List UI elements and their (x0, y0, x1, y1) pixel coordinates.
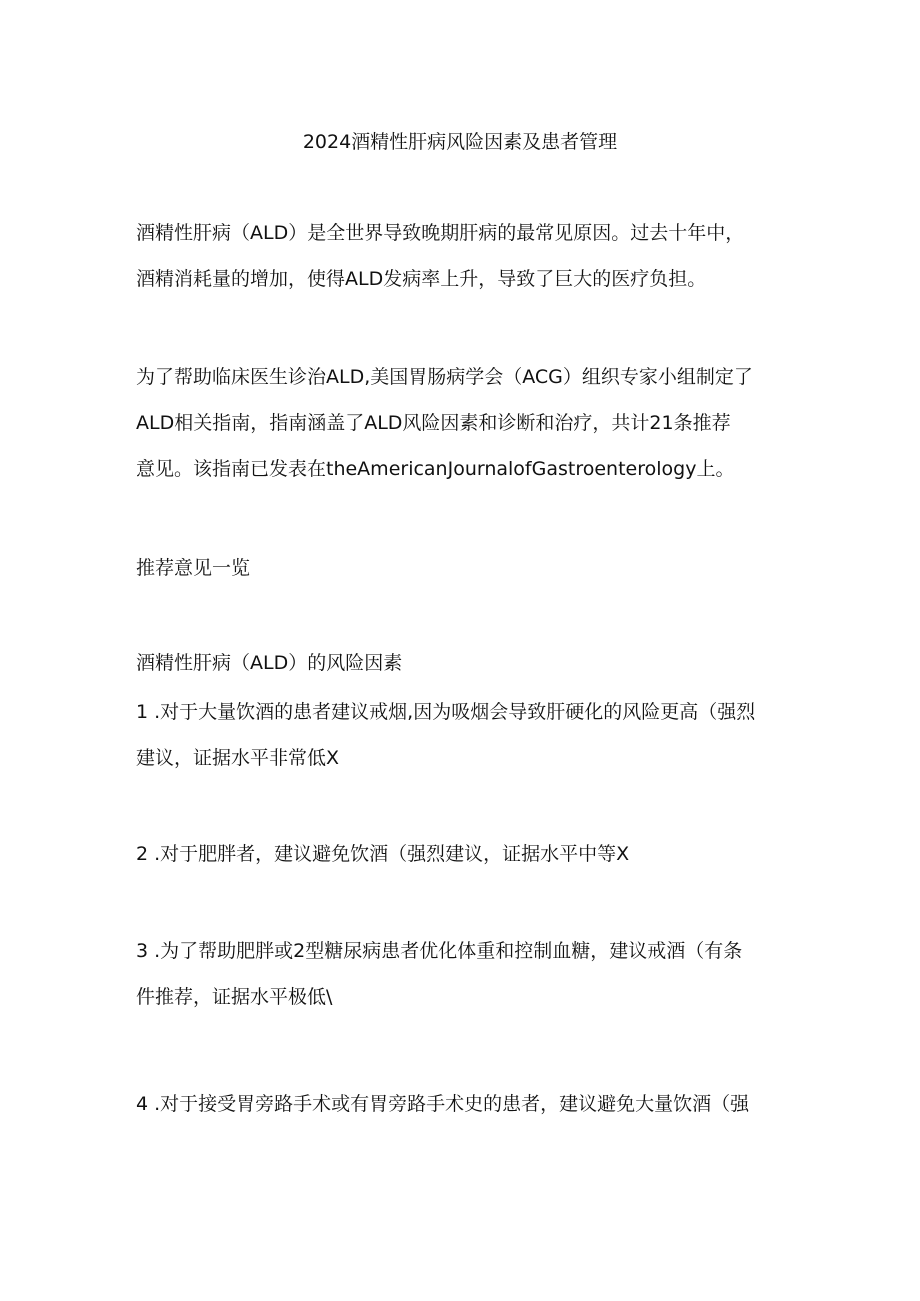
recommendation-line: 3 .为了帮助肥胖或2型糖尿病患者优化体重和控制血糖，建议戒酒（有条 (136, 940, 743, 962)
background-line: 为了帮助临床医生诊治ALD,美国胃肠病学会（ACG）组织专家小组制定了 (136, 366, 753, 388)
intro-line: 酒精性肝病（ALD）是全世界导致晚期肝病的最常见原因。过去十年中， (136, 222, 745, 244)
recommendation-item-3 (136, 928, 796, 1020)
background-paragraph (136, 354, 796, 492)
overview-heading-text: 推荐意见一览 (136, 557, 251, 579)
recommendation-item-4 (136, 1081, 796, 1127)
risk-factors-heading-text: 酒精性肝病（ALD）的风险因素 (136, 652, 403, 674)
recommendation-line: 2 .对于肥胖者，建议避免饮酒（强烈建议，证据水平中等X (136, 843, 630, 865)
intro-line: 酒精消耗量的增加，使得ALD发病率上升，导致了巨大的医疗负担。 (136, 268, 707, 290)
overview-heading (136, 545, 796, 591)
recommendation-line: 建议，证据水平非常低X (136, 747, 340, 769)
background-line: 意见。该指南已发表在theAmericanJournalofGastroenterology上。 (136, 458, 735, 480)
background-line: ALD相关指南，指南涵盖了ALD风险因素和诊断和治疗，共计21条推荐 (136, 412, 731, 434)
recommendation-line: 4 .对于接受胃旁路手术或有胃旁路手术史的患者，建议避免大量饮酒（强 (136, 1093, 750, 1115)
intro-paragraph (136, 210, 796, 302)
document-title: 2024酒精性肝病风险因素及患者管理 (302, 131, 618, 153)
recommendation-line: 件推荐，证据水平极低\ (136, 986, 333, 1008)
recommendation-item-2 (136, 831, 796, 877)
recommendation-line: 1 .对于大量饮酒的患者建议戒烟,因为吸烟会导致肝硬化的风险更高（强烈 (136, 701, 756, 723)
recommendation-item-1 (136, 689, 796, 781)
risk-factors-heading (136, 640, 796, 686)
